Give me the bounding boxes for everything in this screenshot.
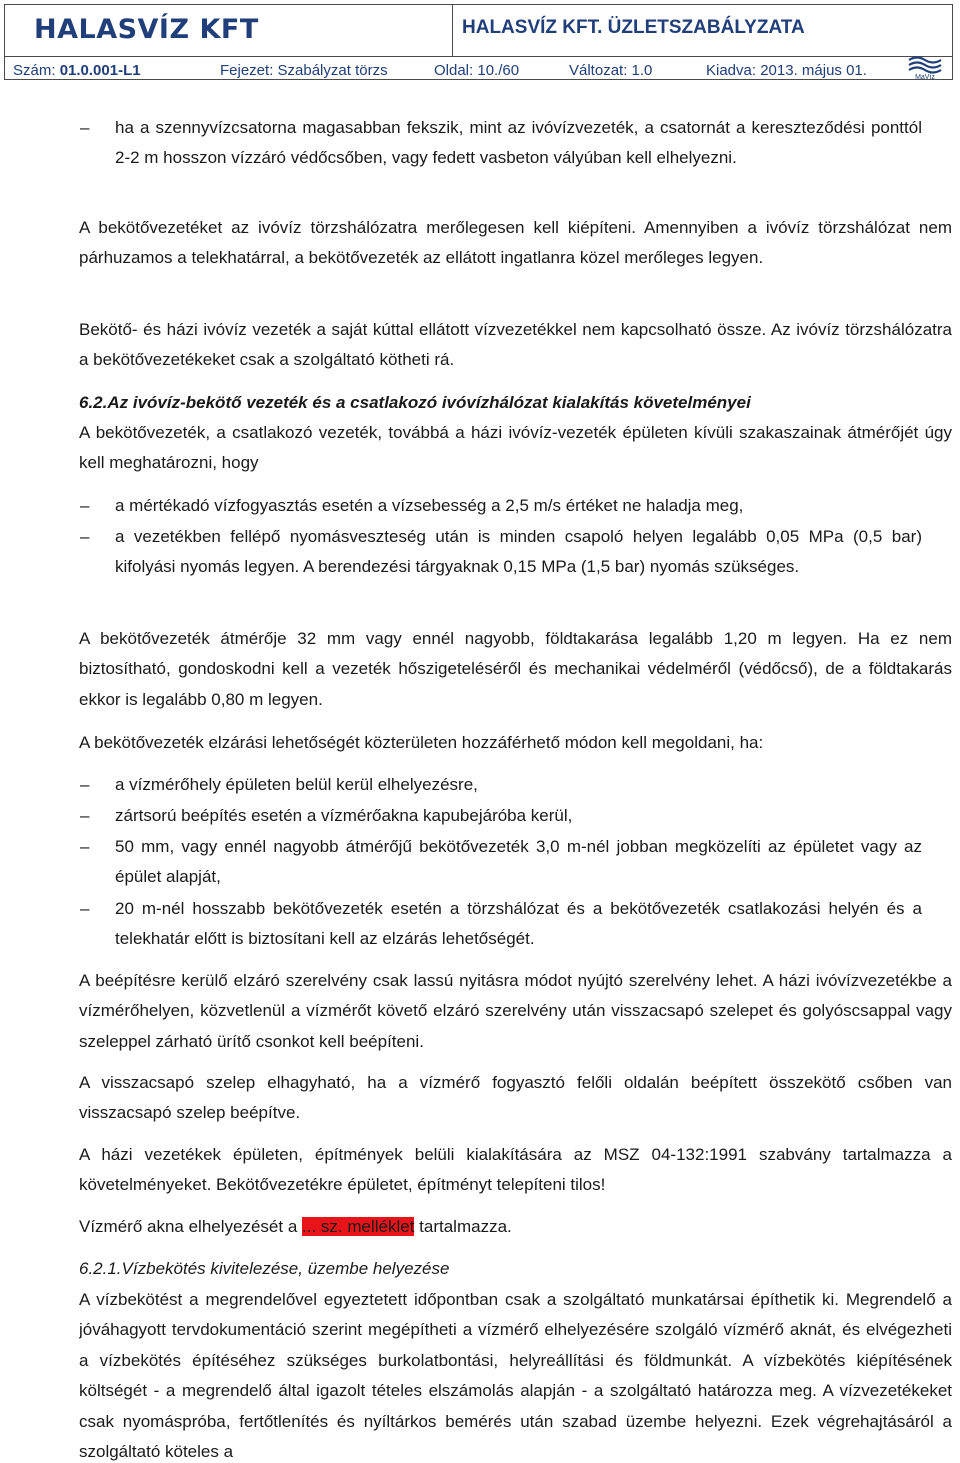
paragraph: A visszacsapó szelep elhagyható, ha a vízmérő fogyasztó felőli oldalán beépített összekötő csőben van visszacsapó szelep beépítve. bbox=[79, 1073, 952, 1123]
page-info: Oldal: 10./60 bbox=[434, 62, 520, 79]
list-item: a mértékadó vízfogyasztás esetén a vízsebesség a 2,5 m/s értéket ne haladja meg, bbox=[115, 496, 744, 515]
company-name: HALASVÍZ KFT bbox=[34, 14, 259, 45]
paragraph: A bekötővezeték elzárási lehetőségét közterületen hozzáférhető módon kell megoldani, ha: bbox=[79, 733, 764, 752]
list-bullet: – bbox=[80, 806, 90, 825]
header-divider bbox=[4, 56, 953, 57]
paragraph: A bekötővezeték, a csatlakozó vezeték, továbbá a házi ivóvíz-vezeték épületen kívüli szakaszainak átmérőjét úgy kell meghatározni, hogy bbox=[79, 423, 952, 473]
chapter-info: Fejezet: Szabályzat törzs bbox=[220, 62, 388, 79]
paragraph: A bekötővezeték átmérője 32 mm vagy ennél nagyobb, földtakarása legalább 1,20 m legyen. Ha ez nem biztosítható, gondoskodni kell a vezeték hőszigeteléséről és mechanikai védelméről (védőcső), de a földtakarás ekkor is legalább 0,80 m legyen. bbox=[79, 629, 952, 709]
text-segment: tartalmazza. bbox=[414, 1217, 512, 1236]
list-bullet: – bbox=[80, 496, 90, 515]
paragraph: Bekötő- és házi ivóvíz vezeték a saját kúttal ellátott vízvezetékkel nem kapcsolható össze. Az ivóvíz törzshálózatra a bekötővezetékeket csak a szolgáltató kötheti rá. bbox=[79, 320, 952, 370]
subsection-title: Vízbekötés kivitelezése, üzembe helyezése bbox=[121, 1259, 450, 1278]
list-bullet: – bbox=[80, 775, 90, 794]
section-title: Az ivóvíz-bekötő vezeték és a csatlakozó ivóvízhálózat kialakítás követelményei bbox=[107, 393, 751, 412]
subsection-heading bbox=[79, 1254, 449, 1284]
paragraph bbox=[79, 1212, 952, 1242]
list-item: 20 m-nél hosszabb bekötővezeték esetén a törzshálózat és a bekötővezeték csatlakozási helyén és a telekhatár előtt is biztosítani kell az elzárás lehetőségét. bbox=[115, 899, 922, 949]
list-item: a vízmérőhely épületen belül kerül elhelyezésre, bbox=[115, 775, 478, 794]
section-heading bbox=[79, 388, 751, 418]
document-number-label: Szám: bbox=[13, 62, 56, 79]
issue-date: Kiadva: 2013. május 01. bbox=[706, 62, 867, 79]
svg-text:MaVíz: MaVíz bbox=[915, 74, 935, 80]
subsection-number: 6.2.1. bbox=[79, 1259, 122, 1278]
document-number bbox=[13, 62, 141, 79]
list-item: ha a szennyvízcsatorna magasabban fekszik, mint az ivóvízvezeték, a csatornát a kereszteződési ponttól 2-2 m hosszon vízzáró védőcsőben, vagy fedett vasbeton vályúban kell elhelyezni. bbox=[115, 118, 922, 168]
paragraph: A beépítésre kerülő elzáró szerelvény csak lassú nyitásra módot nyújtó szerelvény lehet. A házi ivóvízvezetékbe a vízmérőhelyen, közvetlenül a vízmérőt követő elzáró szerelvény után visszacsapó szelepet és golyóscsappal vagy szeleppel zárható ürítő csonkot kell beépíteni. bbox=[79, 971, 952, 1051]
list-item: a vezetékben fellépő nyomásveszteség után is minden csapoló helyen legalább 0,05 MPa (0,5 bar) kifolyási nyomás legyen. A berendezési tárgyaknak 0,15 MPa (1,5 bar) nyomás szükséges. bbox=[115, 527, 922, 577]
list-item: 50 mm, vagy ennél nagyobb átmérőjű bekötővezeték 3,0 m-nél jobban megközelíti az épületet vagy az épület alapját, bbox=[115, 837, 922, 887]
header-column-divider bbox=[452, 4, 453, 56]
text-segment: Vízmérő akna elhelyezését a bbox=[79, 1217, 303, 1236]
page-header bbox=[0, 0, 960, 84]
mavíz-logo-icon bbox=[905, 54, 945, 80]
paragraph: A bekötővezetéket az ivóvíz törzshálózatra merőlegesen kell kiépíteni. Amennyiben a ivóvíz törzshálózat nem párhuzamos a telekhatárral, a bekötővezeték az ellátott ingatlanra közel merőleges legyen. bbox=[79, 218, 952, 268]
paragraph: A házi vezetékek épületen, építmények belüli kialakítására az MSZ 04-132:1991 szabvány tartalmazza a követelményeket. Bekötővezetékre épületet, építményt telepíteni tilos! bbox=[79, 1145, 952, 1195]
document-title: HALASVÍZ KFT. ÜZLETSZABÁLYZATA bbox=[462, 17, 805, 38]
document-number-value: 01.0.001-L1 bbox=[59, 62, 141, 79]
section-number: 6.2. bbox=[79, 393, 108, 412]
highlighted-reference: ... sz. melléklet bbox=[302, 1217, 415, 1236]
paragraph: A vízbekötést a megrendelővel egyeztetett időpontban csak a szolgáltató munkatársai építhetik ki. Megrendelő a jóváhagyott tervdokumentáció szerint megépítheti a vízmérő elhelyezésére szolgáló vízmérő aknát, és elvégezheti a vízbekötés építéséhez szükséges burkolatbontási, helyreállítási és földmunkát. A vízbekötés kiépítésének költségét - a megrendelő által igazolt tételes elszámolás alapján - a szolgáltató határozza meg. A vízvezetékeket csak nyomáspróba, fertőtlenítés és nyíltárkos bemérés után szabad üzembe helyezni. Ezek végrehajtásáról a szolgáltató köteles a bbox=[79, 1290, 952, 1462]
version-info: Változat: 1.0 bbox=[569, 62, 653, 79]
list-bullet: – bbox=[80, 837, 90, 856]
list-bullet: – bbox=[80, 899, 90, 918]
list-bullet: – bbox=[80, 527, 90, 546]
list-item: zártsorú beépítés esetén a vízmérőakna kapubejáróba kerül, bbox=[115, 806, 573, 825]
list-bullet: – bbox=[80, 118, 90, 137]
